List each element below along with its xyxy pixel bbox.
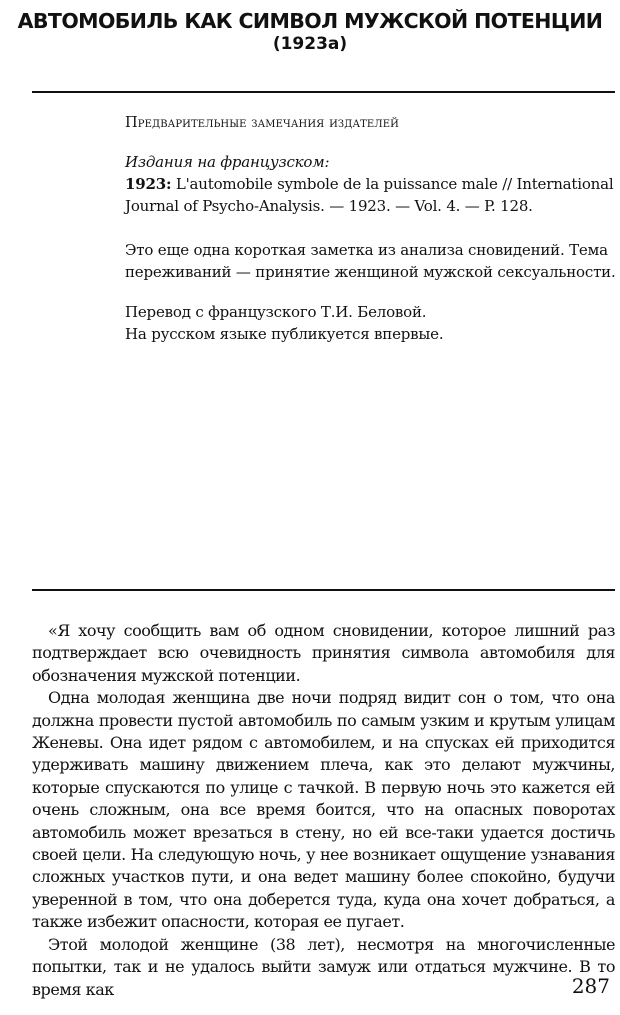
description-line-2: переживаний — принятие женщиной мужской сексуальности.	[125, 263, 616, 281]
edition-text-1: L'automobile symbole de la puissance male // International	[175, 175, 614, 193]
paragraph-1: «Я хочу сообщить вам об одном сновидении, которое лишний раз подтверждает всю очевидность принятия символа автомобиля для обозначения мужской потенции.	[32, 621, 615, 685]
edition-line-2: Journal of Psycho-Analysis. — 1923. — Vol. 4. — P. 128.	[125, 197, 533, 215]
top-rule	[32, 91, 615, 93]
chapter-year: (1923а)	[272, 34, 348, 54]
editions-label: Издания на французском:	[125, 153, 330, 171]
paragraph-2: Одна молодая женщина две ночи подряд видит сон о том, что она должна провести пустой автомобиль по самым узким и крутым улицам Женевы. Она идет рядом с автомобилем, и на спусках ей приходится удерживать машину движением плеча, как это делают мужчины, которые спускаются по улице с тачкой. В первую ночь это кажется ей очень сложным, она все время боится, что на опасных поворотах автомобиль может врезаться в стену, но ей все-таки удается достичь своей цели. На следующую ночь, у нее возникает ощущение узнавания сложных участков пути, и она ведет машину более спокойно, будучи уверенной в том, что она доберется туда, куда она хочет добраться, а также избежит опасности, которая ее пугает.	[32, 688, 615, 932]
editor-notes	[125, 112, 620, 345]
page-number: 287	[571, 974, 610, 998]
bottom-rule	[32, 589, 615, 591]
translation-line-2: На русском языке публикуется впервые.	[125, 325, 444, 343]
chapter-title: АВТОМОБИЛЬ КАК СИМВОЛ МУЖСКОЙ ПОТЕНЦИИ	[17, 9, 603, 33]
editor-notes-heading: Предварительные замечания издателей	[125, 115, 399, 131]
edition-year: 1923:	[125, 175, 172, 193]
main-text	[32, 620, 615, 1001]
paragraph-3: Этой молодой женщине (38 лет), несмотря на многочисленные попытки, так и не удалось выйти замуж или отдаться мужчине. В то время как	[32, 934, 615, 999]
description-line-1: Это еще одна короткая заметка из анализа сновидений. Тема	[125, 241, 608, 259]
edition-line-1	[125, 173, 620, 195]
translation-line-1: Перевод с французского Т.И. Беловой.	[125, 303, 427, 321]
